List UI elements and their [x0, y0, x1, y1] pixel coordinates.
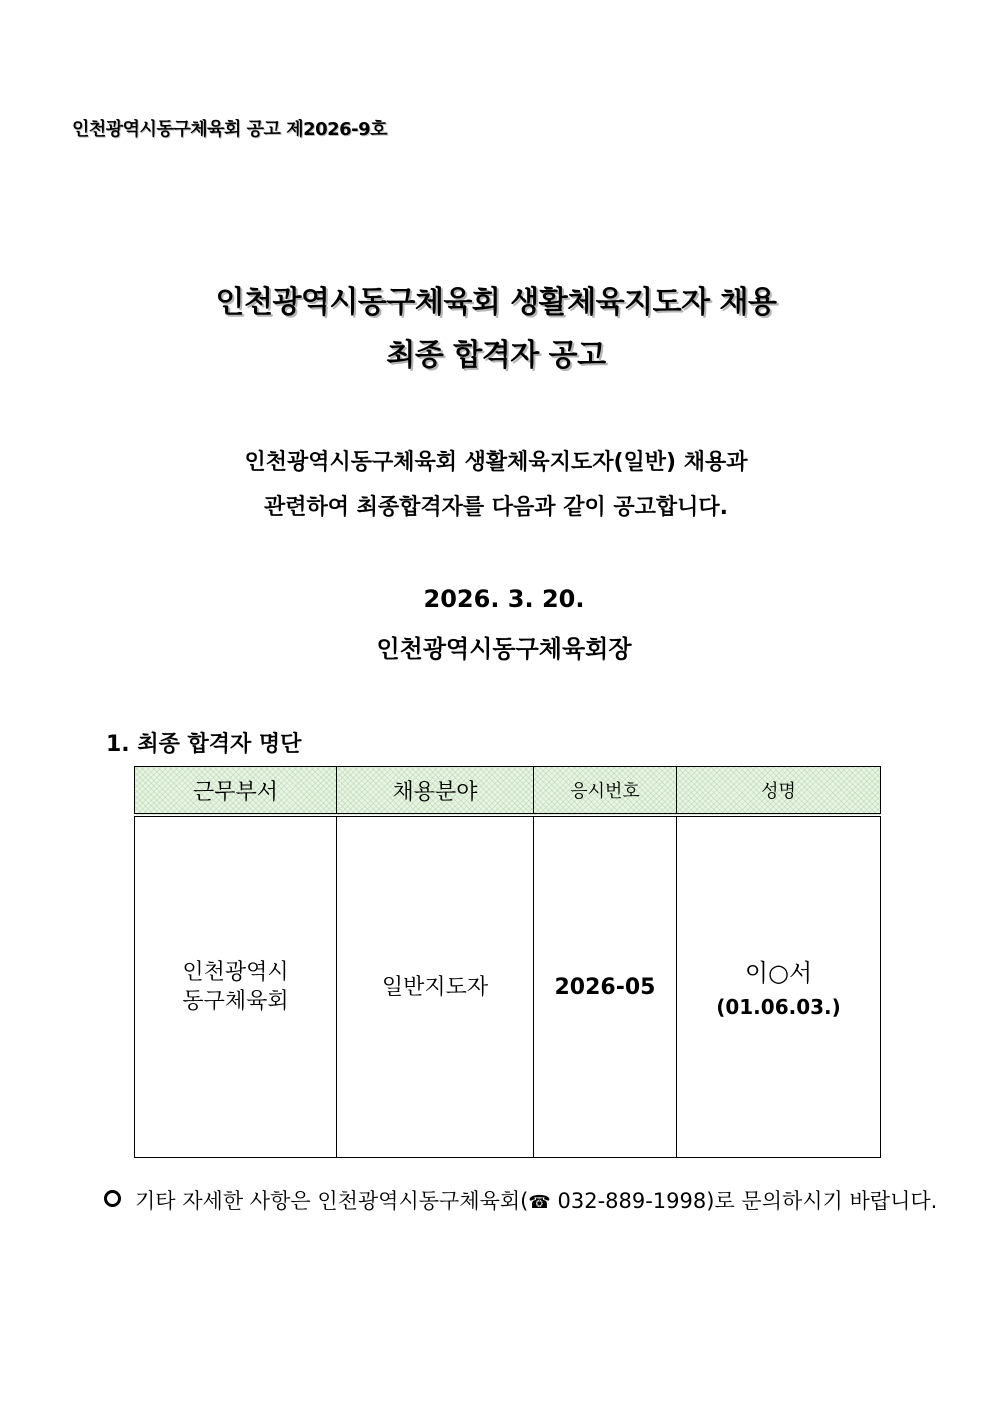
cell-department — [135, 815, 337, 1158]
department-line2: 동구체육회 — [182, 989, 289, 1014]
table-bottom-rule — [134, 1157, 880, 1158]
announcement-text-line2: 관련하여 최종합격자를 다음과 같이 공고합니다. — [263, 495, 729, 520]
footnote-text-before: 기타 자세한 사항은 인천광역시동구체육회( — [135, 1189, 529, 1213]
footnote — [104, 1185, 937, 1215]
footnote-text-after: )로 문의하시기 바랍니다. — [706, 1189, 938, 1213]
cell-field: 일반지도자 — [337, 815, 534, 1158]
header-field: 채용분야 — [337, 767, 534, 816]
announcement-date: 2026. 3. 20. — [423, 585, 585, 613]
page-title-line1: 인천광역시동구체육회 생활체육지도자 채용 — [215, 285, 777, 320]
cell-exam-number: 2026-05 — [534, 815, 677, 1158]
candidate-birthdate: (01.06.03.) — [716, 994, 841, 1019]
department-line1: 인천광역시 — [182, 960, 289, 985]
header-exam-number: 응시번호 — [534, 767, 677, 816]
final-pass-table — [134, 766, 881, 1158]
circle-bullet-icon — [104, 1190, 121, 1207]
announcement-text-line1: 인천광역시동구체육회 생활체육지도자(일반) 채용과 — [244, 450, 748, 475]
notice-number: 인천광역시동구체육회 공고 제2026-9호 — [72, 119, 388, 140]
issuer-name: 인천광역시동구체육회장 — [376, 635, 632, 663]
phone-icon: ☎ — [528, 1192, 551, 1213]
table-header-row — [135, 767, 881, 816]
page-title-line2: 최종 합격자 공고 — [386, 338, 606, 373]
table-row — [135, 815, 881, 1158]
cell-name — [677, 815, 881, 1158]
section-heading: 1. 최종 합격자 명단 — [106, 732, 302, 757]
header-department: 근무부서 — [135, 767, 337, 816]
footnote-phone: 032-889-1998 — [557, 1189, 707, 1213]
header-name: 성명 — [677, 767, 881, 816]
candidate-name: 이○서 — [744, 958, 813, 987]
